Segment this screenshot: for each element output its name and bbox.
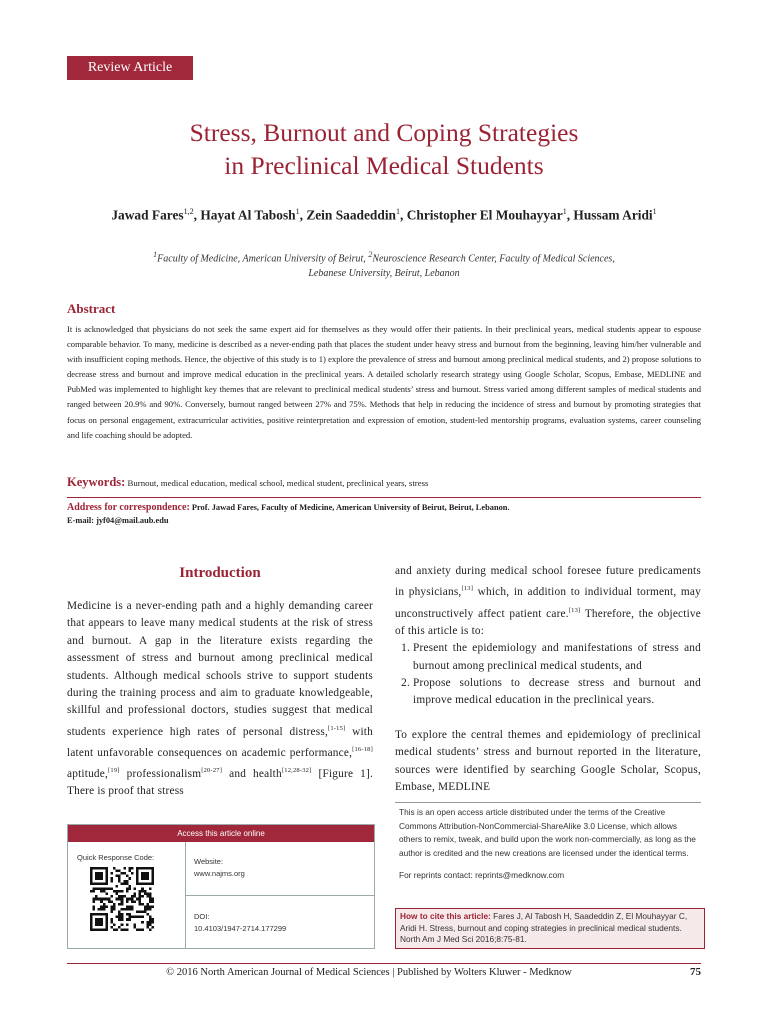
author-name: Jawad Fares <box>111 207 184 223</box>
correspondence-text: Prof. Jawad Fares, Faculty of Medicine, American University of Beirut, Beirut, Lebanon. <box>191 503 510 512</box>
website-link[interactable]: www.najms.org <box>194 869 245 878</box>
affiliation-text-2: Neuroscience Research Center, Faculty of Medical Sciences, <box>372 253 615 265</box>
body-text: Therefore, the objective of this article is to: <box>395 607 701 637</box>
introduction-left-column <box>67 598 373 801</box>
author-separator: , <box>299 207 307 223</box>
citation-label: How to cite this article: <box>400 911 491 921</box>
abstract-heading: Abstract <box>67 301 116 316</box>
website-info <box>194 856 245 880</box>
citation-reference[interactable]: [12,28-32] <box>281 767 312 775</box>
title-line-2: in Preclinical Medical Students <box>224 151 544 180</box>
author-name: Zein Saadeddin <box>306 207 396 223</box>
author-affiliation-sup: 1,2 <box>183 207 194 216</box>
author-list <box>40 207 728 223</box>
affiliation-sup-1: 1 <box>153 250 158 259</box>
article-title <box>60 116 708 182</box>
author-separator: , <box>566 207 574 223</box>
qr-code-label: Quick Response Code: <box>77 853 155 862</box>
body-text: which, in addition to individual torment, may unconstructively affect patient care. <box>395 586 701 620</box>
qr-code-icon[interactable] <box>90 867 154 931</box>
author-affiliation-sup: 1 <box>562 207 567 216</box>
citation-reference[interactable]: [20-27] <box>201 767 223 775</box>
correspondence-email[interactable]: E-mail: jyf04@mail.aub.edu <box>67 515 169 525</box>
correspondence <box>67 502 707 527</box>
correspondence-divider <box>67 497 701 498</box>
body-text: [Figure 1]. There is proof that stress <box>67 767 374 798</box>
footer-divider <box>67 963 701 964</box>
access-box-header: Access this article online <box>68 825 374 842</box>
citation-reference[interactable]: [1-15] <box>327 724 346 732</box>
body-text: Medicine is a never-ending path and a highly demanding career that appears to leave many medical students at the risk of stress and burnout. A gap in the literature exists regarding the assessment of stress and burnout among preclinical medical students. Although medical schools strive to support students during the training process and aim to graduate knowledgeable, skillful and professional doctors, studies suggest that medical students experience high rates of personal distress, <box>67 600 373 738</box>
page-number: 75 <box>690 966 701 978</box>
open-access-notice <box>395 802 701 892</box>
introduction-heading: Introduction <box>179 565 261 581</box>
author-name: Hussam Aridi <box>573 207 653 223</box>
introduction-right-column <box>395 563 701 796</box>
correspondence-line <box>67 502 707 515</box>
article-type-badge: Review Article <box>67 56 193 80</box>
citation-box <box>395 908 705 949</box>
objectives-list <box>395 640 701 710</box>
affiliation-text-1: Faculty of Medicine, American University of Beirut, <box>157 253 369 265</box>
author-affiliation-sup: 1 <box>652 207 657 216</box>
citation-reference[interactable]: [13] <box>568 606 581 614</box>
footer-text: © 2016 North American Journal of Medical Sciences | Published by Wolters Kluwer - Medknow <box>166 967 572 978</box>
introduction-paragraph-continued <box>395 563 701 640</box>
author-separator: , <box>193 207 201 223</box>
open-access-text: This is an open access article distributed under the terms of the Creative Commons Attribution-NonCommercial-ShareAlike 3.0 License, which allows others to remix, tweak, and build upon the work non-commercially, as long as the author is credited and the new creations are licensed under the identical terms. <box>399 807 696 858</box>
list-item: 1. Present the epidemiology and manifestations of stress and burnout among preclinical medical students, and <box>413 640 701 675</box>
keywords-label: Keywords: <box>67 475 126 489</box>
doi-label: DOI: <box>194 912 210 921</box>
access-box-horizontal-divider <box>185 895 374 896</box>
list-item: 2. Propose solutions to decrease stress and burnout and improve medical education in the preclinical years. <box>413 675 701 710</box>
abstract-body: It is acknowledged that physicians do not seek the same expert aid for themselves as they would offer their patients. In their preclinical years, medical students appear to espouse comparable behavior. To many, medicine is described as a never-ending path that places the student under heavy stress and burnout from the beginning, leaving him/her vulnerable and with insufficient coping methods. Hence, the objective of this study is to 1) explore the prevalence of stress and burnout among preclinical medical students, and 2) propose solutions to decrease stress and burnout and improve medical education in the preclinical years. A detailed scholarly research strategy using Google Scholar, Scopus, Embase, MEDLINE and PubMed was implemented to highlight key themes that are relevant to preclinical medical students’ stress and burnout. Stress varied among different samples of medical students and ranged between 20.9% and 90%. Conversely, burnout ranged between 27% and 75%. Methods that help in reducing the incidence of stress and burnout by promoting strategies that focus on personal engagement, extracurricular activities, positive reinterpretation and expression of emotion, student-led mentorship programs, evaluation systems, career counseling and life coaching should be adopted. <box>67 324 701 440</box>
keywords-text: Burnout, medical education, medical school, medical student, preclinical years, stress <box>127 478 429 488</box>
doi-link[interactable]: 10.4103/1947-2714.177299 <box>194 924 287 933</box>
access-online-box <box>67 824 375 949</box>
author-name: Hayat Al Tabosh <box>200 207 296 223</box>
body-text: with latent unfavorable consequences on academic performance, <box>67 725 373 759</box>
correspondence-label: Address for correspondence: <box>67 502 190 513</box>
affiliations <box>60 247 708 281</box>
affiliation-line-2: Lebanese University, Beirut, Lebanon <box>308 268 460 280</box>
keywords <box>67 475 707 490</box>
citation-reference[interactable]: [19] <box>108 767 120 775</box>
introduction-paragraph-2: To explore the central themes and epidemiology of preclinical medical students’ stress and burnout reported in the literature, sources were identified by searching Google Scholar, Scopus, Embase, MEDLINE <box>395 728 701 793</box>
affiliation-line-1 <box>60 247 708 266</box>
doi-info <box>194 911 286 935</box>
author-name: Christopher El Mouhayyar <box>406 207 563 223</box>
body-text: and health <box>222 767 282 780</box>
reprints-contact[interactable]: For reprints contact: reprints@medknow.com <box>399 870 565 881</box>
citation-text: Fares J, Al Tabosh H, Saadeddin Z, El Mouhayyar C, Aridi H. Stress, burnout and coping strategies in preclinical medical students. North Am J Med Sci 2016;8:75-81. <box>400 911 688 945</box>
citation-reference[interactable]: [13] <box>461 585 474 593</box>
author-separator: , <box>400 207 407 223</box>
citation-reference[interactable]: [16-18] <box>352 746 373 754</box>
body-text: aptitude, <box>67 767 109 780</box>
author-affiliation-sup: 1 <box>396 207 400 216</box>
affiliation-sup-2: 2 <box>368 250 373 259</box>
body-text: professionalism <box>119 767 202 780</box>
title-line-1: Stress, Burnout and Coping Strategies <box>189 118 579 147</box>
website-label: Website: <box>194 857 224 866</box>
body-text: and anxiety during medical school foresee future predicaments in physicians, <box>395 565 701 599</box>
author-affiliation-sup: 1 <box>295 207 300 216</box>
